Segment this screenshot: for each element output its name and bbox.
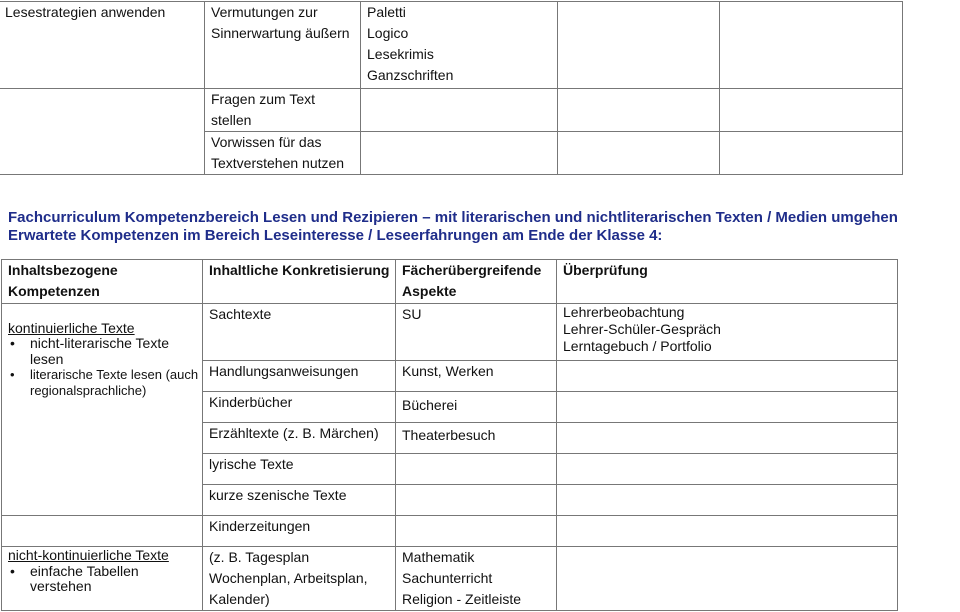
list-item: • literarische Texte lesen (auch regionalsprachliche) (30, 367, 199, 398)
table-cell (2, 547, 203, 611)
cell-text: Vermutungen zur Sinnerwartung äußern (211, 4, 350, 41)
table-cell (203, 547, 396, 611)
cell-text: SU (402, 306, 422, 322)
table-cell (396, 454, 557, 485)
header-ueberpruefung: Überprüfung (563, 262, 648, 278)
table-cell (0, 2, 205, 89)
top-curriculum-table (0, 1, 903, 175)
table-cell (557, 516, 898, 547)
cell-text: Religion - Zeitleiste (402, 591, 522, 607)
cell-text: Ganzschriften (367, 67, 454, 83)
table-cell (396, 547, 557, 611)
table-cell (396, 516, 557, 547)
table-cell (557, 392, 898, 423)
cell-text: Kalender) (209, 591, 270, 607)
table-cell (558, 89, 720, 132)
competence-table (1, 259, 898, 611)
table-cell (557, 423, 898, 454)
table-cell (396, 361, 557, 392)
table-cell (396, 485, 557, 516)
table-cell (396, 423, 557, 454)
table-cell (205, 132, 361, 175)
cell-text: Kunst, Werken (402, 363, 494, 379)
cell-text: Theaterbesuch (402, 427, 496, 443)
cell-text: Lehrer-Schüler-Gespräch (563, 321, 721, 337)
table-cell (361, 2, 558, 89)
table-cell (0, 89, 205, 175)
heading-line-1: Fachcurriculum Kompetenzbereich Lesen und Rezipieren – mit literarischen und nichtliterarischen Texten / Medien umgehen (8, 209, 898, 226)
cell-text: Kinderzeitungen (209, 518, 311, 534)
header-cell (203, 260, 396, 304)
table-cell (720, 2, 903, 89)
list-item: • nicht-literarische Texte lesen (30, 336, 199, 367)
table-cell (2, 516, 203, 547)
cell-text: Lesekrimis (367, 46, 434, 62)
header-cell (2, 260, 203, 304)
cell-text: kurze szenische Texte (209, 487, 347, 503)
list-item: • einfache Tabellen verstehen (30, 564, 199, 595)
group-title-noncontinuous: nicht-kontinuierliche Texte (8, 547, 169, 563)
table-cell (203, 423, 396, 454)
cell-text: Sachtexte (209, 306, 272, 322)
table-cell (2, 304, 203, 516)
cell-text: Bücherei (402, 397, 458, 413)
cell-text: Kinderbücher (209, 394, 293, 410)
table-cell (203, 485, 396, 516)
table-cell (557, 454, 898, 485)
table-cell (361, 89, 558, 132)
cell-text: Vorwissen für das Textverstehen nutzen (211, 134, 345, 171)
cell-text: Sachunterricht (402, 570, 493, 586)
table-cell (720, 89, 903, 132)
table-cell (203, 454, 396, 485)
header-aspekte: Fächerübergreifende Aspekte (402, 262, 542, 299)
header-konkretisierung: Inhaltliche Konkretisierung (209, 262, 390, 278)
header-cell (557, 260, 898, 304)
cell-text: Handlungsanweisungen (209, 363, 359, 379)
cell-text: Erzähltexte (z. B. Märchen) (209, 425, 379, 441)
table-cell (396, 304, 557, 361)
table-row (2, 516, 898, 547)
cell-text: Lesestrategien anwenden (5, 4, 166, 20)
table-row (0, 89, 903, 132)
table-cell (557, 361, 898, 392)
header-competences: Inhaltsbezogene Kompetenzen (8, 262, 118, 299)
table-cell (203, 516, 396, 547)
table-row (0, 2, 903, 89)
table-cell (557, 547, 898, 611)
bullet-list (8, 564, 199, 595)
table-cell (203, 304, 396, 361)
cell-text: Paletti (367, 4, 406, 20)
table-cell (558, 132, 720, 175)
table-cell (361, 132, 558, 175)
table-row (2, 547, 898, 611)
table-cell (203, 392, 396, 423)
section-heading (8, 209, 960, 245)
cell-text: Fragen zum Text stellen (211, 91, 316, 128)
table-cell (396, 392, 557, 423)
cell-text: Lehrerbeobachtung (563, 304, 685, 320)
cell-text: lyrische Texte (209, 456, 294, 472)
cell-text: Logico (367, 25, 409, 41)
cell-text: Mathematik (402, 549, 475, 565)
table-cell (720, 132, 903, 175)
table-cell (558, 2, 720, 89)
table-cell (557, 485, 898, 516)
cell-text: Wochenplan, Arbeitsplan, (209, 570, 368, 586)
group-title-continuous: kontinuierliche Texte (8, 320, 135, 336)
table-header-row (2, 260, 898, 304)
bullet-list (8, 336, 199, 398)
heading-line-2: Erwartete Kompetenzen im Bereich Leseinteresse / Leseerfahrungen am Ende der Klasse 4: (8, 227, 663, 244)
table-cell (557, 304, 898, 361)
cell-text: Lerntagebuch / Portfolio (563, 338, 712, 354)
table-cell (203, 361, 396, 392)
table-cell (205, 2, 361, 89)
table-row (2, 304, 898, 361)
table-cell (205, 89, 361, 132)
cell-text: (z. B. Tagesplan (209, 549, 310, 565)
header-cell (396, 260, 557, 304)
